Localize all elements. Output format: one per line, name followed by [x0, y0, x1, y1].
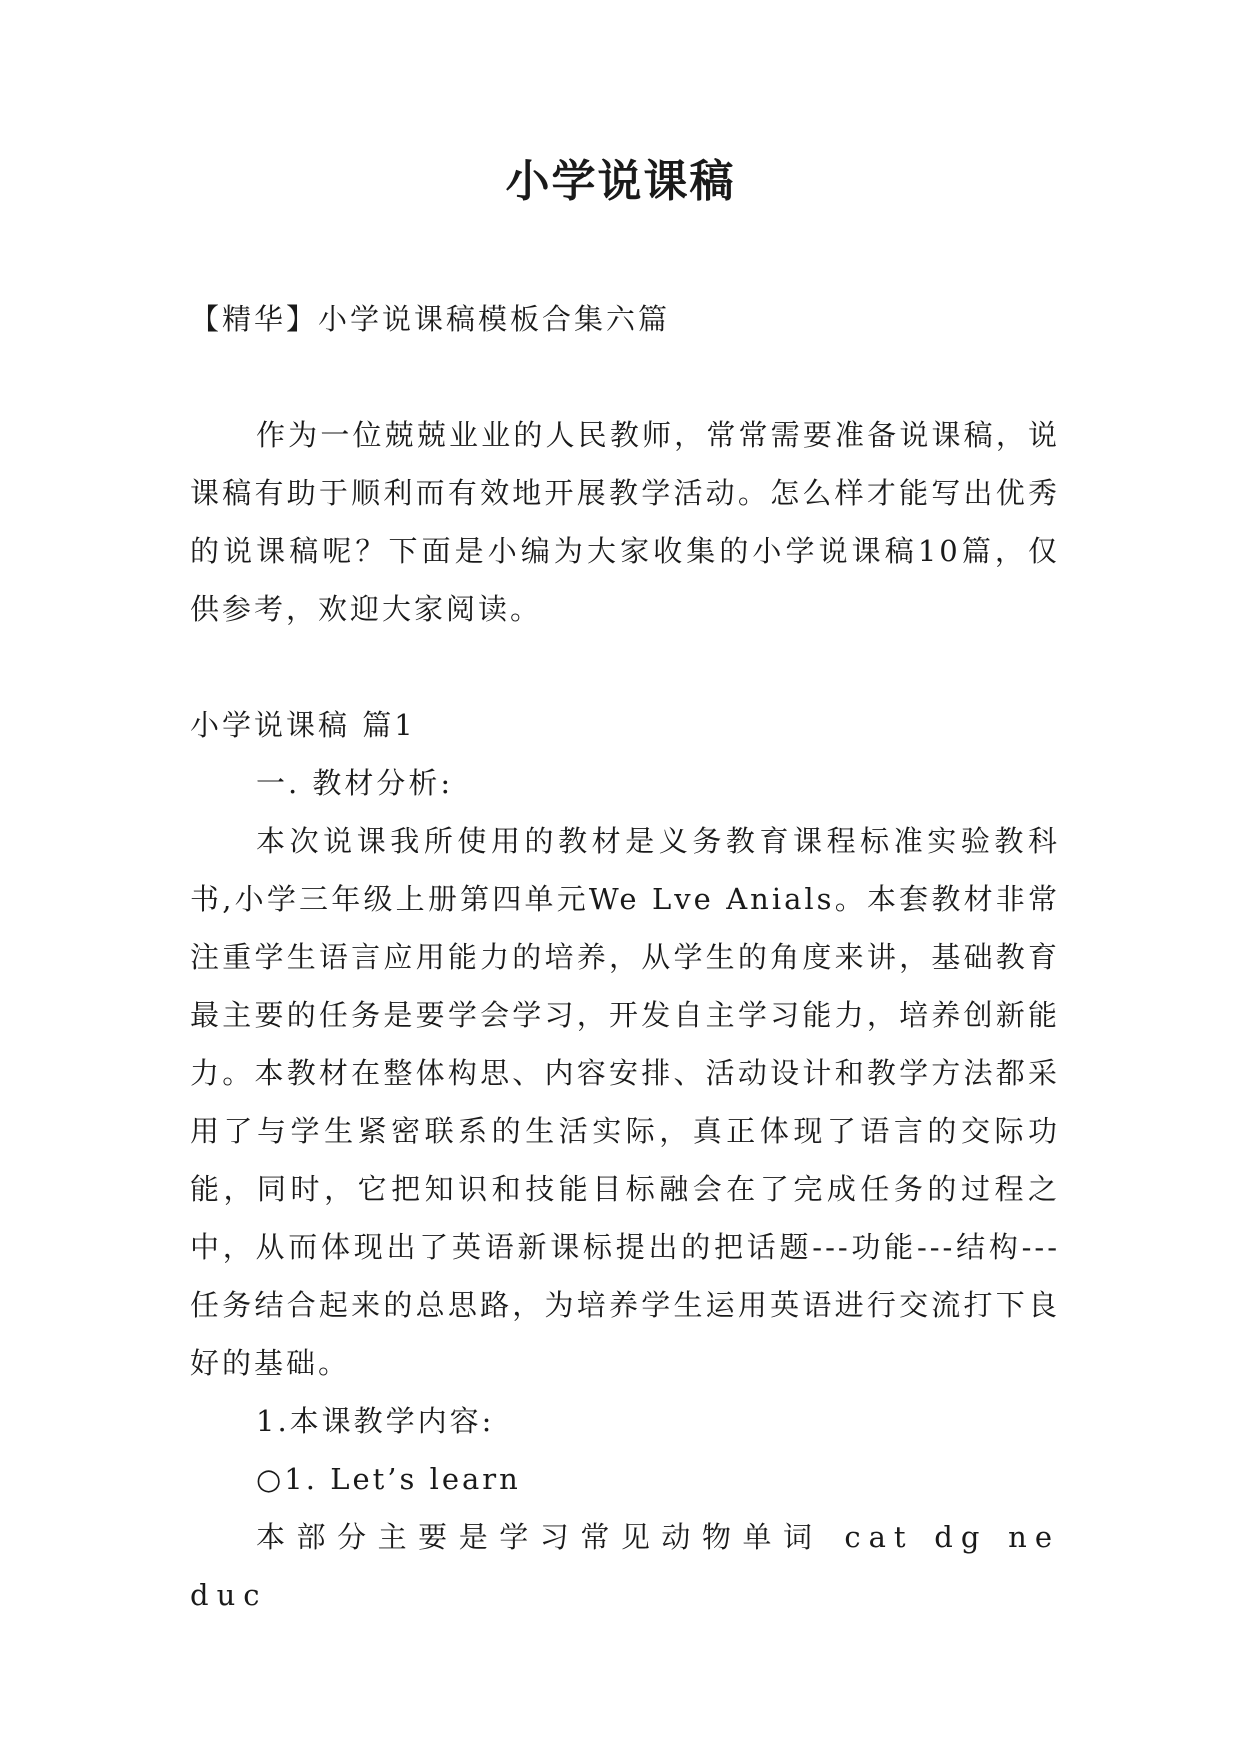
document-subtitle: 【精华】小学说课稿模板合集六篇	[190, 302, 671, 336]
teaching-content-heading: 1.本课教学内容:	[256, 1404, 495, 1438]
document-body	[190, 290, 1060, 1624]
section-heading: 小学说课稿 篇1	[190, 708, 416, 742]
vocabulary-paragraph: 本部分主要是学习常见动物单词 cat dg ne duc	[190, 1520, 1060, 1612]
textbook-analysis-paragraph: 本次说课我所使用的教材是义务教育课程标准实验教科书,小学三年级上册第四单元We Lve Anials。本套教材非常注重学生语言应用能力的培养，从学生的角度来讲，基础教育最主要的任务是要学会学习，开发自主学习能力，培养创新能力。本教材在整体构思、内容安排、活动设计和教学方法都采用了与学生紧密联系的生活实际，真正体现了语言的交际功能，同时，它把知识和技能目标融会在了完成任务的过程之中，从而体现出了英语新课标提出的把话题---功能---结构---任务结合起来的总思路，为培养学生运用英语进行交流打下良好的基础。	[190, 824, 1060, 1380]
intro-paragraph: 作为一位兢兢业业的人民教师，常常需要准备说课稿，说课稿有助于顺利而有效地开展教学活动。怎么样才能写出优秀的说课稿呢？下面是小编为大家收集的小学说课稿10篇，仅供参考，欢迎大家阅读。	[190, 418, 1060, 626]
lets-learn-item: ○1. Let’s learn	[256, 1462, 521, 1496]
document-title: 小学说课稿	[505, 156, 736, 207]
outline-item-textbook-analysis: 一. 教材分析:	[256, 766, 454, 800]
